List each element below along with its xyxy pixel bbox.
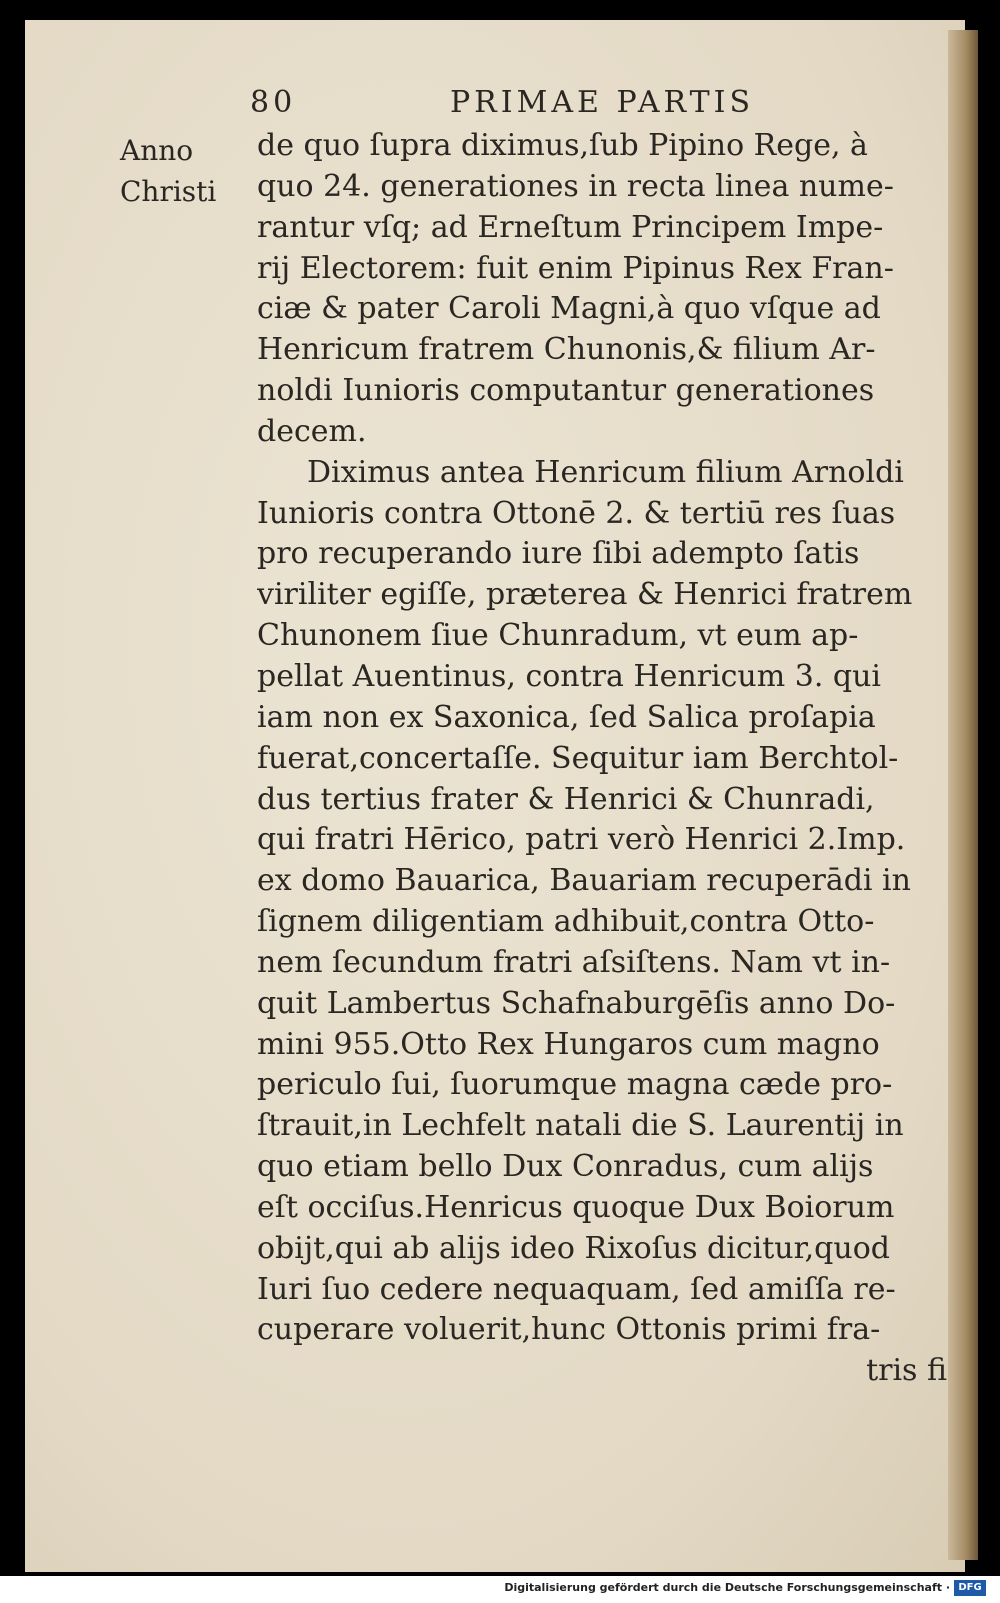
text-line: decem. [257, 413, 367, 449]
text-line: Henricum fratrem Chunonis,& filium Ar- [257, 332, 876, 368]
text-line: ex domo Bauarica, Bauariam recuperādi in [257, 863, 911, 899]
text-line: dus tertius frater & Henrici & Chunradi, [257, 781, 875, 817]
text-line: pellat Auentinus, contra Henricum 3. qui [257, 658, 882, 694]
body-text [257, 126, 947, 1392]
footer-bar [0, 1576, 1000, 1603]
text-line: cuperare voluerit,hunc Ottonis primi fra- [257, 1312, 881, 1348]
text-line: ciæ & pater Caroli Magni,à quo vſque ad [257, 291, 881, 327]
margin-note-line: Anno [120, 134, 194, 167]
text-line: rij Electorem: fuit enim Pipinus Rex Fran- [257, 250, 894, 286]
dfg-logo-icon: DFG [954, 1580, 986, 1596]
text-line: rantur vſq; ad Erneſtum Principem Impe- [257, 209, 884, 245]
text-line: Iunioris contra Ottonē 2. & tertiū res ſuas [257, 495, 896, 531]
text-line: pro recuperando iure ſibi adempto ſatis [257, 536, 860, 572]
text-line: Diximus antea Henricum filium Arnoldi [307, 454, 904, 490]
text-line: viriliter egiſſe, præterea & Henrici fratrem [257, 577, 913, 613]
text-line: eſt occiſus.Henricus quoque Dux Boiorum [257, 1189, 895, 1225]
catchword: tris fi [866, 1353, 947, 1389]
text-line: de quo ſupra diximus,ſub Pipino Rege, à [257, 128, 868, 163]
footer-credit: Digitalisierung gefördert durch die Deutsche Forschungsgemeinschaft · [504, 1581, 950, 1594]
text-line: Chunonem ſiue Chunradum, vt eum ap- [257, 618, 859, 654]
text-line: mini 955.Otto Rex Hungaros cum magno [257, 1026, 880, 1062]
text-line: ſtrauit,in Lechfelt natali die S. Laurentij in [257, 1108, 904, 1144]
page-number: 80 [250, 85, 297, 120]
text-line: periculo ſui, ſuorumque magna cæde pro- [257, 1067, 893, 1103]
text-line: obijt,qui ab alijs ideo Rixoſus dicitur,quod [257, 1230, 890, 1266]
text-line: quit Lambertus Schafnaburgēſis anno Do- [257, 985, 896, 1021]
text-line: Iuri ſuo cedere nequaquam, ſed amiſſa re- [257, 1271, 896, 1307]
running-head: PRIMAE PARTIS [450, 85, 755, 120]
text-line: quo 24. generationes in recta linea nume- [257, 168, 894, 204]
page-edge [948, 30, 978, 1560]
page-header [250, 85, 950, 125]
text-line: iam non ex Saxonica, ſed Salica proſapia [257, 699, 876, 735]
text-line: fuerat,concertaſſe. Sequitur iam Berchtol- [257, 740, 899, 776]
margin-note [120, 130, 230, 212]
text-line: quo etiam bello Dux Conradus, cum alijs [257, 1149, 874, 1185]
text-line: nem ſecundum fratri aſsiſtens. Nam vt in- [257, 944, 891, 980]
text-line: noldi Iunioris computantur generationes [257, 373, 875, 409]
margin-note-line: Christi [120, 175, 217, 208]
text-line: ſignem diligentiam adhibuit,contra Otto- [257, 904, 875, 940]
text-line: qui fratri Hērico, patri verò Henrici 2.Imp. [257, 822, 906, 858]
